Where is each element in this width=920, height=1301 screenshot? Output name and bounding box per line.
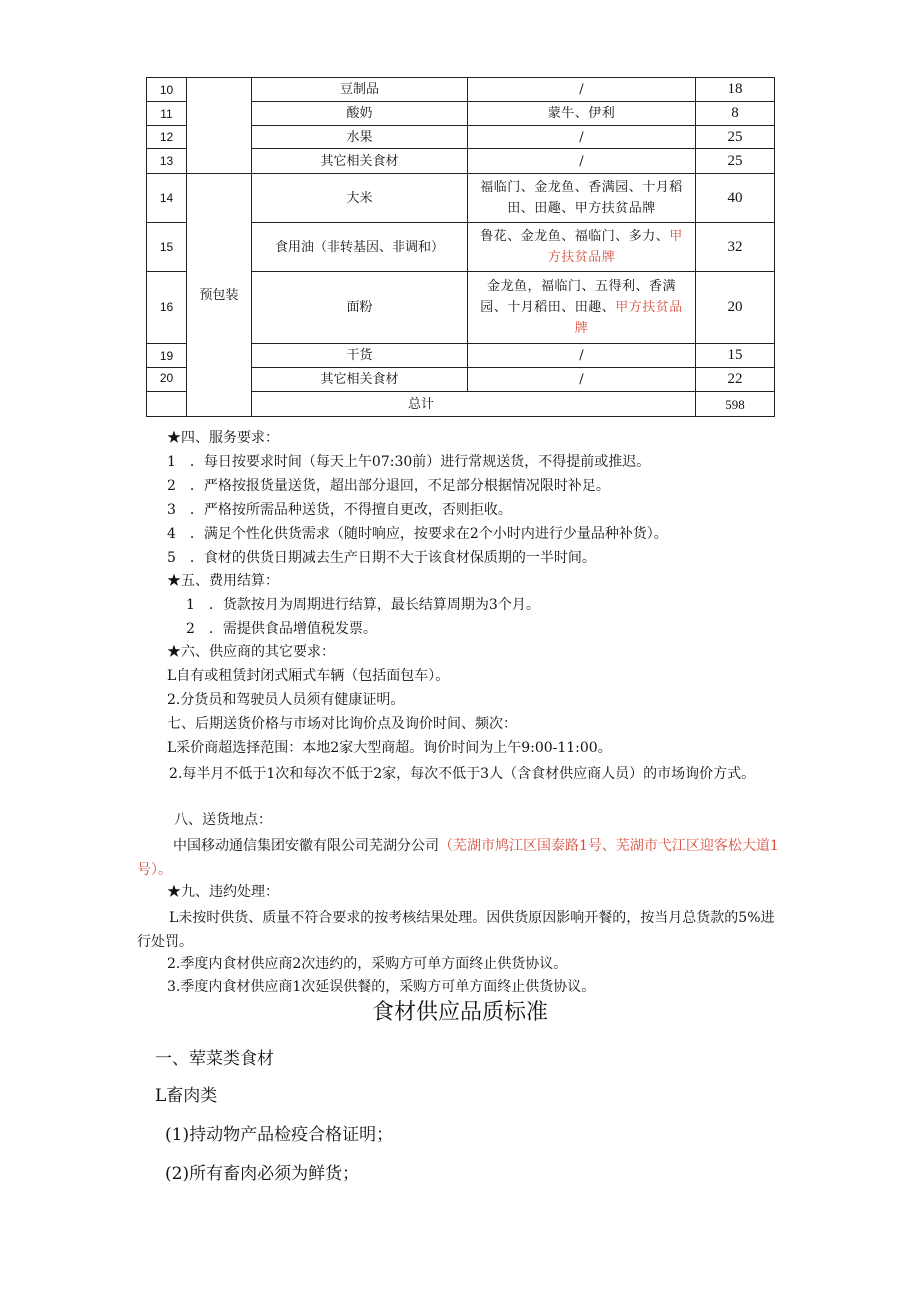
quantity-cell: 40: [696, 174, 775, 223]
table-row: [147, 174, 775, 223]
section8-heading: 八、送货地点：: [174, 812, 272, 828]
row-number: 12: [147, 126, 187, 149]
item-name: 大米: [252, 174, 468, 223]
brand-highlight: 甲方扶贫品: [615, 300, 683, 315]
table-total-row: [147, 392, 775, 417]
section6-item: L自有或租赁封闭式厢式车辆（包括面包车）。: [167, 668, 450, 684]
quantity-cell: 25: [696, 126, 775, 149]
quantity-cell: 22: [696, 368, 775, 392]
section9-item: 3.季度内食材供应商1次延误供餐的，采购方可单方面终止供货协议。: [167, 979, 596, 995]
quantity-cell: 25: [696, 149, 775, 174]
row-number: 11: [147, 102, 187, 126]
item-name: 干货: [252, 344, 468, 368]
row-number: 13: [147, 149, 187, 174]
row-number: 16: [147, 272, 187, 344]
item-name: 酸奶: [252, 102, 468, 126]
brand-highlight: 甲: [669, 229, 683, 244]
total-value: 598: [696, 392, 775, 417]
quantity-cell: 20: [696, 272, 775, 344]
row-number: 19: [147, 344, 187, 368]
item-name: 水果: [252, 126, 468, 149]
row-number: 10: [147, 78, 187, 102]
brand-cell: /: [468, 126, 696, 149]
subheading-meat-veg: 一、荤菜类食材: [155, 1049, 274, 1069]
brand-line: 金龙鱼，福临门、五得利、香满: [486, 279, 676, 294]
brand-cell: 蒙牛、伊利: [468, 102, 696, 126]
item-name: 其它相关食材: [252, 149, 468, 174]
standard-item: (1)持动物产品检疫合格证明；: [165, 1125, 394, 1145]
section5-item: 2 ．需提供食品增值税发票。: [186, 621, 377, 637]
section4-item: 3 ．严格按所需品种送货，不得擅自更改，否则拒收。: [167, 502, 512, 518]
section4-item: 1 ．每日按要求时间（每天上午07:30前）进行常规送货，不得提前或推迟。: [167, 454, 651, 470]
section4-heading: ★四、服务要求：: [167, 430, 279, 446]
row-number: 15: [147, 223, 187, 272]
delivery-address: （芜湖市鸠江区国泰路1号、芜湖市弋江区迎客松大道1号）。: [137, 838, 779, 878]
item-name: 其它相关食材: [252, 368, 468, 392]
brand-line: 园、十月稻田、田趣、: [480, 300, 616, 315]
section5-item: 1 ．货款按月为周期进行结算，最长结算周期为3个月。: [186, 597, 540, 613]
section8-address: [137, 834, 787, 882]
brand-cell: [468, 272, 696, 344]
category-cell-empty: [187, 78, 252, 174]
section9-item: L未按时供货、质量不符合要求的按考核结果处理。因供货原因影响开餐的，按当月总货款的5%进行处罚。: [137, 910, 775, 950]
brand-cell: [468, 223, 696, 272]
brand-line: 田、田趣、甲方扶贫品牌: [507, 201, 656, 216]
brand-cell: /: [468, 368, 696, 392]
brand-cell: /: [468, 344, 696, 368]
subheading-livestock: L畜肉类: [155, 1086, 218, 1106]
brand-highlight: 牌: [574, 321, 589, 336]
section6-heading: ★六、供应商的其它要求：: [167, 644, 335, 660]
quantity-cell: 18: [696, 78, 775, 102]
item-name: 面粉: [252, 272, 468, 344]
section4-item: 4 ．满足个性化供货需求（随时响应，按要求在2个小时内进行少量品种补货）。: [167, 526, 668, 542]
delivery-company: 中国移动通信集团安徽有限公司芜湖分公司: [173, 838, 439, 854]
section6-item: 2.分货员和驾驶员人员须有健康证明。: [167, 692, 405, 708]
quantity-cell: 8: [696, 102, 775, 126]
section4-item: 2 ．严格按报货量送货，超出部分退回，不足部分根据情况限时补足。: [167, 478, 610, 494]
section5-heading: ★五、费用结算：: [167, 573, 279, 589]
brand-line: 福临门、金龙鱼、香满园、十月稻: [480, 180, 683, 195]
section7-item: L采价商超选择范围：本地2家大型商超。询价时间为上午9:00-11:00。: [167, 740, 612, 756]
brand-cell: /: [468, 78, 696, 102]
brand-line: 鲁花、金龙鱼、福临门、多力、: [480, 229, 670, 244]
quantity-cell: 32: [696, 223, 775, 272]
standard-item: (2)所有畜肉必须为鲜货；: [165, 1164, 360, 1184]
items-table: [146, 77, 775, 417]
row-number: 14: [147, 174, 187, 223]
section9-item: 2.季度内食材供应商2次违约的，采购方可单方面终止供货协议。: [167, 956, 568, 972]
item-name: 食用油（非转基因、非调和）: [252, 223, 468, 272]
table-row: [147, 78, 775, 102]
page-title: 食材供应品质标准: [371, 1000, 548, 1025]
section9-heading: ★九、违约处理：: [167, 884, 279, 900]
brand-cell: /: [468, 149, 696, 174]
row-number: 20: [147, 368, 187, 392]
item-name: 豆制品: [252, 78, 468, 102]
brand-cell: [468, 174, 696, 223]
section7-heading: 七、后期送货价格与市场对比询价点及询价时间、频次：: [167, 716, 517, 732]
category-cell: 预包装: [187, 174, 252, 417]
section4-item: 5 ．食材的供货日期减去生产日期不大于该食材保质期的一半时间。: [167, 550, 596, 566]
section7-item: 2.每半月不低于1次和每次不低于2家，每次不低于3人（含食材供应商人员）的市场询价方式。: [169, 766, 756, 782]
brand-highlight: 方扶贫品牌: [547, 250, 616, 265]
quantity-cell: 15: [696, 344, 775, 368]
total-label: 总计: [147, 392, 696, 417]
